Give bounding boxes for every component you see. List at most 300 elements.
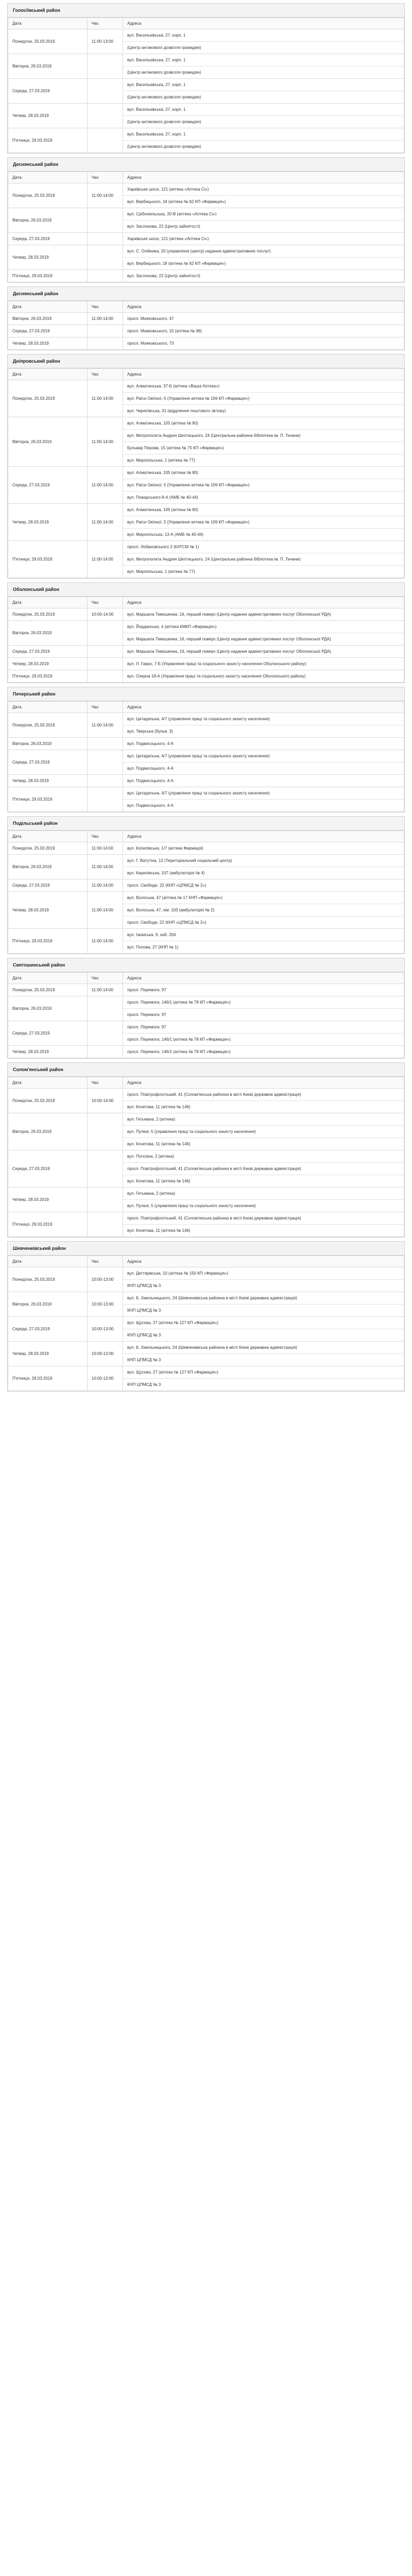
date-cell: Вівторок, 26.03.2019 — [8, 313, 88, 325]
address-cell — [123, 879, 404, 892]
header-row — [8, 301, 404, 313]
date-column-header: Дата — [8, 172, 88, 183]
address-line: вул. Пожарського 8-А (АМБ № 40-44) — [123, 491, 404, 503]
district-section — [7, 958, 405, 1059]
address-line: вул. Попова, 27 (КНП № 1) — [123, 941, 404, 953]
date-cell: Середа, 27.03.2019 — [8, 325, 88, 337]
address-line: вул. Алматинська, 105 (аптека № 80) — [127, 421, 198, 426]
address-line: просп. Повітрофлотський, 41 (Солом'янська районна в місті Києві державна адміністрація) — [127, 1092, 301, 1097]
address-line: вул. Пулюя, 5 (управління праці та соціального захисту населення) — [123, 1125, 404, 1138]
address-line: вул. Маршала Тимошенка, 16, перший поверх (Центр надання адміністративних послуг Оболонської РДА) — [127, 649, 331, 654]
address-line: просп. Перемоги, 146/1 (аптека № 78 КП «Фармація») — [127, 1049, 231, 1054]
address-column-header: Адреса — [123, 18, 404, 29]
schedule-table — [8, 972, 404, 1058]
date-cell: П'ятниця, 29.03.2019 — [8, 270, 88, 282]
schedule-table — [8, 301, 404, 350]
address-line: вул. Миропільська, 1 (аптека № 77) — [123, 565, 404, 578]
time-column-header: Час — [87, 369, 123, 380]
address-cell — [123, 892, 404, 929]
table-row — [8, 658, 404, 670]
date-cell: П'ятниця, 29.03.2019 — [8, 670, 88, 683]
address-line: вул. Маршала Тимошенка, 16, перший поверх (Центр надання адміністративних послуг Оболонської РДА) — [127, 612, 331, 617]
date-cell: Четвер, 28.03.2019 — [8, 337, 88, 350]
date-cell: Вівторок, 26.03.2019 — [8, 1292, 88, 1317]
table-row — [8, 1113, 404, 1150]
address-line: вул. Миропільська, 1 (аптека № 77) — [123, 454, 404, 466]
address-column-header: Адреса — [123, 973, 404, 984]
table-row — [8, 996, 404, 1021]
address-line: вул. Митрополита Андрея Шептицького, 24 (Центральна районна бібліотека ім. П. Тичини) — [123, 553, 404, 565]
time-cell: 10:00-14:00 — [87, 608, 123, 621]
date-cell: Вівторок, 26.03.2019 — [8, 996, 88, 1021]
district-section — [7, 286, 405, 350]
time-column-header: Час — [87, 1077, 123, 1089]
address-cell — [123, 79, 404, 104]
time-cell — [87, 996, 123, 1021]
table-row — [8, 855, 404, 879]
date-cell: Понеділок, 25.03.2019 — [8, 842, 88, 855]
address-cell — [123, 541, 404, 578]
address-line: вул. Вербицького, 18 (аптека № 62 КП «Фармація») — [123, 195, 404, 208]
table-row — [8, 208, 404, 233]
date-cell: Середа, 27.03.2019 — [8, 467, 88, 504]
address-line: вул. Цитадельна, 4/7 (управління праці та соціального захисту населення) — [127, 717, 270, 721]
time-cell: 10:00-13:00 — [87, 1366, 123, 1391]
date-cell: Понеділок, 25.03.2019 — [8, 713, 88, 738]
date-column-header: Дата — [8, 1256, 88, 1267]
address-line: просп. Свободи, 22 (КНП «ЦПМСД № 2») — [123, 916, 404, 928]
address-line: вул. Алматинська, 105 (аптека № 80) — [127, 507, 198, 512]
address-cell — [123, 1021, 404, 1046]
schedule-table — [8, 172, 404, 282]
time-cell: 11:00-14:00 — [87, 842, 123, 855]
address-line: Бульвар Перова, 15 (аптека № 75 КП «Фармація») — [123, 442, 404, 454]
table-row — [8, 713, 404, 738]
address-cell — [123, 1292, 404, 1317]
table-row — [8, 1188, 404, 1212]
date-cell: Понеділок, 25.03.2019 — [8, 984, 88, 996]
address-column-header: Адреса — [123, 1256, 404, 1267]
header-row — [8, 18, 404, 29]
address-line: вул. Алматинська, 37-Б (аптека «Ваша Аптека») — [127, 384, 220, 388]
date-column-header: Дата — [8, 597, 88, 608]
address-line: вул. Срібнокільська, 20-В (аптека «Аптека Сі») — [127, 212, 217, 216]
address-line: вул. Волоська, 47, кім. 103 (амбулаторія № 2) — [123, 904, 404, 916]
table-row — [8, 1292, 404, 1317]
address-cell — [123, 29, 404, 54]
address-column-header: Адреса — [123, 369, 404, 380]
address-line: просп. Повітрофлотський, 41 (Солом'янська районна в місті Києві державна адміністрація) — [127, 1216, 301, 1221]
time-cell — [87, 775, 123, 787]
time-cell: 10:00-13:00 — [87, 1342, 123, 1366]
header-row — [8, 973, 404, 984]
table-row — [8, 608, 404, 621]
time-column-header: Час — [87, 18, 123, 29]
address-cell — [123, 104, 404, 128]
address-line: вул. Подвисоцького, 4-А — [123, 762, 404, 774]
address-line: просп. Лобановського 2 (КАТСМ № 1) — [127, 545, 199, 549]
time-column-header: Час — [87, 597, 123, 608]
address-line: просп. Перемоги, 146/1 (аптека № 78 КП «Фармація») — [123, 1033, 404, 1045]
header-row — [8, 1077, 404, 1089]
date-cell: Четвер, 28.03.2019 — [8, 775, 88, 787]
time-cell — [87, 208, 123, 233]
address-line: вул. Раїси Окіпної, 5 (Управління аптека № 109 КП «Фармація») — [123, 479, 404, 491]
header-row — [8, 172, 404, 183]
address-line: вул. Вербицького, 18 (аптека № 62 КП «Фармація») — [123, 257, 404, 269]
address-column-header: Адреса — [123, 831, 404, 842]
date-cell: Понеділок, 25.03.2019 — [8, 1089, 88, 1113]
district-title: Подільський район — [8, 817, 404, 831]
time-cell: 11:00-14:00 — [87, 417, 123, 467]
table-row — [8, 1046, 404, 1058]
district-title: Голосіївський район — [8, 4, 404, 18]
time-cell — [87, 54, 123, 79]
address-cell — [123, 929, 404, 954]
district-title: Святошинський район — [8, 958, 404, 972]
address-cell — [123, 1188, 404, 1212]
table-row — [8, 79, 404, 104]
address-line: вул. Кочетова, 11 (аптека № 146) — [123, 1100, 404, 1113]
address-cell — [123, 337, 404, 350]
header-row — [8, 702, 404, 713]
date-column-header: Дата — [8, 369, 88, 380]
time-cell — [87, 621, 123, 646]
schedule-table — [8, 831, 404, 954]
header-row — [8, 831, 404, 842]
address-cell — [123, 1150, 404, 1188]
address-line: вул. Тверська (бульв. 3) — [123, 725, 404, 737]
time-cell — [87, 750, 123, 775]
address-line: вул. Васильківська, 27, корп. 1 — [127, 58, 186, 62]
time-cell: 11:00-14:00 — [87, 380, 123, 417]
address-column-header: Адреса — [123, 1077, 404, 1089]
district-section — [7, 1241, 405, 1392]
header-row — [8, 597, 404, 608]
district-section — [7, 687, 405, 812]
table-row — [8, 750, 404, 775]
table-row — [8, 646, 404, 658]
address-line: вул. Б. Хмельницького, 24 (Шевченківська районна в місті Києві державна адміністрація) — [127, 1345, 297, 1350]
address-line: вул. Кочетова, 11 (аптека № 146) — [123, 1138, 404, 1150]
address-cell — [123, 996, 404, 1021]
date-cell: Середа, 27.03.2019 — [8, 1317, 88, 1342]
district-section — [7, 3, 405, 154]
date-cell: П'ятниця, 29.03.2019 — [8, 1212, 88, 1237]
time-cell — [87, 1212, 123, 1237]
time-cell — [87, 1150, 123, 1188]
date-cell: Понеділок, 25.03.2019 — [8, 608, 88, 621]
address-line: вул. Раїси Окіпної, 5 (Управління аптека № 109 КП «Фармація») — [123, 392, 404, 404]
schedule-table — [8, 701, 404, 812]
address-line: вул. Васильківська, 27, корп. 1 — [127, 132, 186, 137]
time-cell — [87, 325, 123, 337]
address-line: вул. Копилівська, 1/7 (аптека Фармація) — [127, 846, 203, 851]
date-column-header: Дата — [8, 301, 88, 313]
table-row — [8, 183, 404, 208]
time-cell: 11:00-14:00 — [87, 713, 123, 738]
table-row — [8, 467, 404, 504]
district-title: Деснянський район — [8, 287, 404, 301]
time-column-header: Час — [87, 702, 123, 713]
address-line: вул. Ізюмська, 9, каб. 204 — [127, 933, 176, 937]
time-cell — [87, 1113, 123, 1150]
time-cell — [87, 270, 123, 282]
schedule-table — [8, 18, 404, 153]
date-cell: Вівторок, 26.03.2019 — [8, 855, 88, 879]
address-line: Харківське шосе, 121 (аптека «Аптека Сі») — [127, 236, 209, 241]
time-column-header: Час — [87, 831, 123, 842]
address-line: вул. Заслонова, 22 (Центр зайнятості) — [127, 274, 200, 278]
date-cell: П'ятниця, 29.03.2019 — [8, 787, 88, 812]
address-line: КНП ЦПМСД № 3 — [123, 1329, 404, 1341]
address-cell — [123, 621, 404, 646]
address-line: вул. Дегтярівська, 10 (аптека № 150 КП «Фармація») — [127, 1271, 229, 1276]
time-cell: 11:00-14:00 — [87, 892, 123, 929]
date-cell: Вівторок, 26.03.2019 — [8, 621, 88, 646]
address-cell — [123, 713, 404, 738]
date-cell: Четвер, 28.03.2019 — [8, 658, 88, 670]
table-row — [8, 54, 404, 79]
time-column-header: Час — [87, 172, 123, 183]
time-cell — [87, 1188, 123, 1212]
address-cell — [123, 670, 404, 683]
address-line: (Центр антикового дозвілля громадян) — [123, 140, 404, 152]
address-line: вул. Васильківська, 27, корп. 1 — [127, 82, 186, 87]
address-cell — [123, 787, 404, 812]
table-row — [8, 104, 404, 128]
address-cell — [123, 1317, 404, 1342]
address-line: (Центр антикового дозвілля громадян) — [123, 41, 404, 54]
address-cell — [123, 1046, 404, 1058]
district-title: Солом'янський район — [8, 1063, 404, 1077]
table-row — [8, 313, 404, 325]
time-cell: 11:00-13:00 — [87, 29, 123, 54]
address-line: вул. С. Олійника, 20 (управління (центр) надання адміністративних послуг) — [127, 249, 271, 253]
address-line: вул. Подвисоцького, 4-А — [123, 799, 404, 811]
address-line: вул. Подвисоцького, 4-А — [127, 741, 174, 746]
address-cell — [123, 54, 404, 79]
table-row — [8, 1267, 404, 1292]
table-row — [8, 892, 404, 929]
address-line: вул. Васильківська, 27, корп. 1 — [127, 107, 186, 112]
district-title: Деснянський район — [8, 158, 404, 172]
time-cell: 11:00-14:00 — [87, 879, 123, 892]
table-row — [8, 337, 404, 350]
district-section — [7, 1062, 405, 1238]
time-cell — [87, 128, 123, 153]
address-cell — [123, 245, 404, 270]
table-row — [8, 541, 404, 578]
address-line: вул. Гетьмана, 2 (аптека) — [127, 1117, 176, 1122]
time-cell: 11:00-14:00 — [87, 313, 123, 325]
date-cell: Середа, 27.03.2019 — [8, 646, 88, 658]
address-line: вул. Гетьмана, 2 (аптека) — [127, 1191, 176, 1196]
date-cell: Вівторок, 26.03.2019 — [8, 54, 88, 79]
time-cell — [87, 1021, 123, 1046]
table-row — [8, 670, 404, 683]
address-line: вул. Чернігівська, 31 (відділення поштового зв'язку) — [123, 404, 404, 417]
address-cell — [123, 417, 404, 467]
address-line: вул. Заслонова, 22 (Центр зайнятості) — [123, 220, 404, 232]
date-cell: Середа, 27.03.2019 — [8, 79, 88, 104]
header-row — [8, 369, 404, 380]
time-cell: 10:00-14:00 — [87, 1089, 123, 1113]
address-cell — [123, 984, 404, 996]
table-row — [8, 1342, 404, 1366]
schedule-table — [8, 1256, 404, 1391]
address-line: вул. Кочетова, 11 (аптека № 146) — [123, 1175, 404, 1187]
address-line: (Центр антикового дозвілля громадян) — [123, 115, 404, 128]
address-line: вул. Кирилівська, 107 (амбулаторія № 4) — [123, 867, 404, 879]
table-row — [8, 984, 404, 996]
address-cell — [123, 842, 404, 855]
district-title: Печерський район — [8, 687, 404, 701]
time-cell: 10:00-13:00 — [87, 1267, 123, 1292]
table-row — [8, 1089, 404, 1113]
time-cell — [87, 787, 123, 812]
table-row — [8, 1317, 404, 1342]
date-cell: Вівторок, 26.03.2019 — [8, 1113, 88, 1150]
date-column-header: Дата — [8, 973, 88, 984]
address-cell — [123, 775, 404, 787]
table-row — [8, 738, 404, 750]
table-row — [8, 380, 404, 417]
table-row — [8, 842, 404, 855]
address-line: просп. Перемоги, 97 — [127, 988, 166, 992]
time-cell: 11:00-14:00 — [87, 541, 123, 578]
address-cell — [123, 208, 404, 233]
schedule-table — [8, 1077, 404, 1237]
address-line: (Центр антикового дозвілля громадян) — [123, 91, 404, 103]
address-line: вул. Цитадельна, 4/7 (управління праці та соціального захисту населення) — [127, 754, 270, 758]
date-column-header: Дата — [8, 702, 88, 713]
address-line: просп. Повітрофлотський, 41 (Солом'янська районна в місті Києві державна адміністрація) — [123, 1162, 404, 1175]
date-cell: Вівторок, 26.03.2019 — [8, 208, 88, 233]
date-cell: П'ятниця, 29.03.2019 — [8, 929, 88, 954]
date-cell: Понеділок, 25.03.2019 — [8, 380, 88, 417]
address-cell — [123, 270, 404, 282]
date-cell: П'ятниця, 29.03.2019 — [8, 1366, 88, 1391]
time-cell — [87, 104, 123, 128]
address-cell — [123, 313, 404, 325]
date-cell: Четвер, 28.03.2019 — [8, 1188, 88, 1212]
date-cell: Середа, 27.03.2019 — [8, 750, 88, 775]
address-line: вул. Г. Ватутіна, 12 (Територіальний соціальний центр) — [127, 858, 232, 863]
table-row — [8, 621, 404, 646]
address-cell — [123, 658, 404, 670]
schedule-table — [8, 368, 404, 578]
date-cell: Четвер, 28.03.2019 — [8, 104, 88, 128]
time-column-header: Час — [87, 1256, 123, 1267]
date-cell: Середа, 27.03.2019 — [8, 233, 88, 245]
address-line: вул. Раїси Окіпної, 5 (Управління аптека № 109 КП «Фармація») — [123, 516, 404, 528]
time-column-header: Час — [87, 973, 123, 984]
table-row — [8, 245, 404, 270]
time-cell: 11:00-14:00 — [87, 504, 123, 541]
address-line: Харківське шосе, 121 (аптека «Аптека Сі») — [127, 187, 209, 192]
address-column-header: Адреса — [123, 172, 404, 183]
time-cell: 11:00-14:00 — [87, 183, 123, 208]
district-title: Дніпровський район — [8, 354, 404, 368]
address-line: вул. Йорданська, 4 (аптека КМКП «Фармація») — [127, 624, 217, 629]
date-cell: П'ятниця, 29.03.2019 — [8, 128, 88, 153]
date-cell: Четвер, 28.03.2019 — [8, 245, 88, 270]
address-line: вул. Волоська, 47 (аптека № 17 КНП «Фармація») — [127, 895, 223, 900]
table-row — [8, 1021, 404, 1046]
table-row — [8, 504, 404, 541]
time-column-header: Час — [87, 301, 123, 313]
address-line: КНП ЦПМСД № 3 — [123, 1304, 404, 1316]
table-row — [8, 325, 404, 337]
address-line: (Центр антикового дозвілля громадян) — [123, 66, 404, 78]
time-cell: 11:00-14:00 — [87, 929, 123, 954]
time-cell: 11:00-14:00 — [87, 467, 123, 504]
date-column-header: Дата — [8, 1077, 88, 1089]
date-cell: Понеділок, 25.03.2019 — [8, 1267, 88, 1292]
address-line: просп. Маяковського, 47 — [127, 316, 174, 321]
district-title: Оболонський район — [8, 583, 404, 597]
date-cell: Вівторок, 26.03.2019 — [8, 738, 88, 750]
table-row — [8, 233, 404, 245]
address-cell — [123, 1342, 404, 1366]
date-cell: Четвер, 28.03.2019 — [8, 1342, 88, 1366]
address-line: вул. Щусєва, 27 (аптека № 127 КП «Фармація») — [127, 1320, 218, 1325]
address-cell — [123, 325, 404, 337]
table-row — [8, 787, 404, 812]
time-cell — [87, 658, 123, 670]
time-cell: 10:00-13:00 — [87, 1292, 123, 1317]
address-line: вул. Алматинська, 105 (аптека № 80) — [127, 470, 198, 475]
time-cell — [87, 79, 123, 104]
date-cell: Середа, 27.03.2019 — [8, 879, 88, 892]
address-cell — [123, 738, 404, 750]
time-cell: 11:00-14:00 — [87, 984, 123, 996]
address-cell — [123, 183, 404, 208]
address-line: вул. Л. Гавро, 7-Б (Управління праці та соціального захисту населення Оболонського району) — [127, 662, 306, 666]
date-column-header: Дата — [8, 18, 88, 29]
header-row — [8, 1256, 404, 1267]
address-line: просп. Маяковського, 15 (аптека № 99) — [127, 329, 202, 333]
address-cell — [123, 467, 404, 504]
address-line: вул. Маршала Тимошенка, 16, перший поверх (Центр надання адміністративних послуг Оболонської РДА) — [123, 633, 404, 645]
address-line: вул. Подвисоцького, 4-А — [127, 778, 174, 783]
address-cell — [123, 750, 404, 775]
address-line: вул. Пулюя, 5 (управління праці та соціального захисту населення) — [123, 1199, 404, 1212]
table-row — [8, 270, 404, 282]
table-row — [8, 929, 404, 954]
district-section — [7, 582, 405, 683]
address-line: вул. Митрополита Андрея Шептицького, 24 (Центральна районна бібліотека ім. П. Тичини) — [123, 429, 404, 442]
address-line: просп. Свободи, 22 (КНП «ЦПМСД № 2») — [127, 883, 207, 888]
address-cell — [123, 128, 404, 153]
address-line: вул. Миропільська, 13-А (АМБ № 40-44) — [123, 528, 404, 540]
address-line: КНП ЦПМСД № 3 — [123, 1353, 404, 1366]
address-cell — [123, 1089, 404, 1113]
date-cell: Середа, 27.03.2019 — [8, 1150, 88, 1188]
address-line: вул. Цитадельна, 4/7 (управління праці та соціального захисту населення) — [127, 791, 270, 795]
table-row — [8, 128, 404, 153]
table-row — [8, 1212, 404, 1237]
district-title: Шевченківський район — [8, 1242, 404, 1256]
table-row — [8, 775, 404, 787]
date-cell: Середа, 27.03.2019 — [8, 1021, 88, 1046]
address-cell — [123, 233, 404, 245]
date-cell: Понеділок, 25.03.2019 — [8, 29, 88, 54]
address-line: вул. Кочетова, 11 (аптека № 146) — [123, 1224, 404, 1236]
address-line: КНП ЦПМСД № 3 — [123, 1378, 404, 1391]
date-cell: Четвер, 28.03.2019 — [8, 892, 88, 929]
